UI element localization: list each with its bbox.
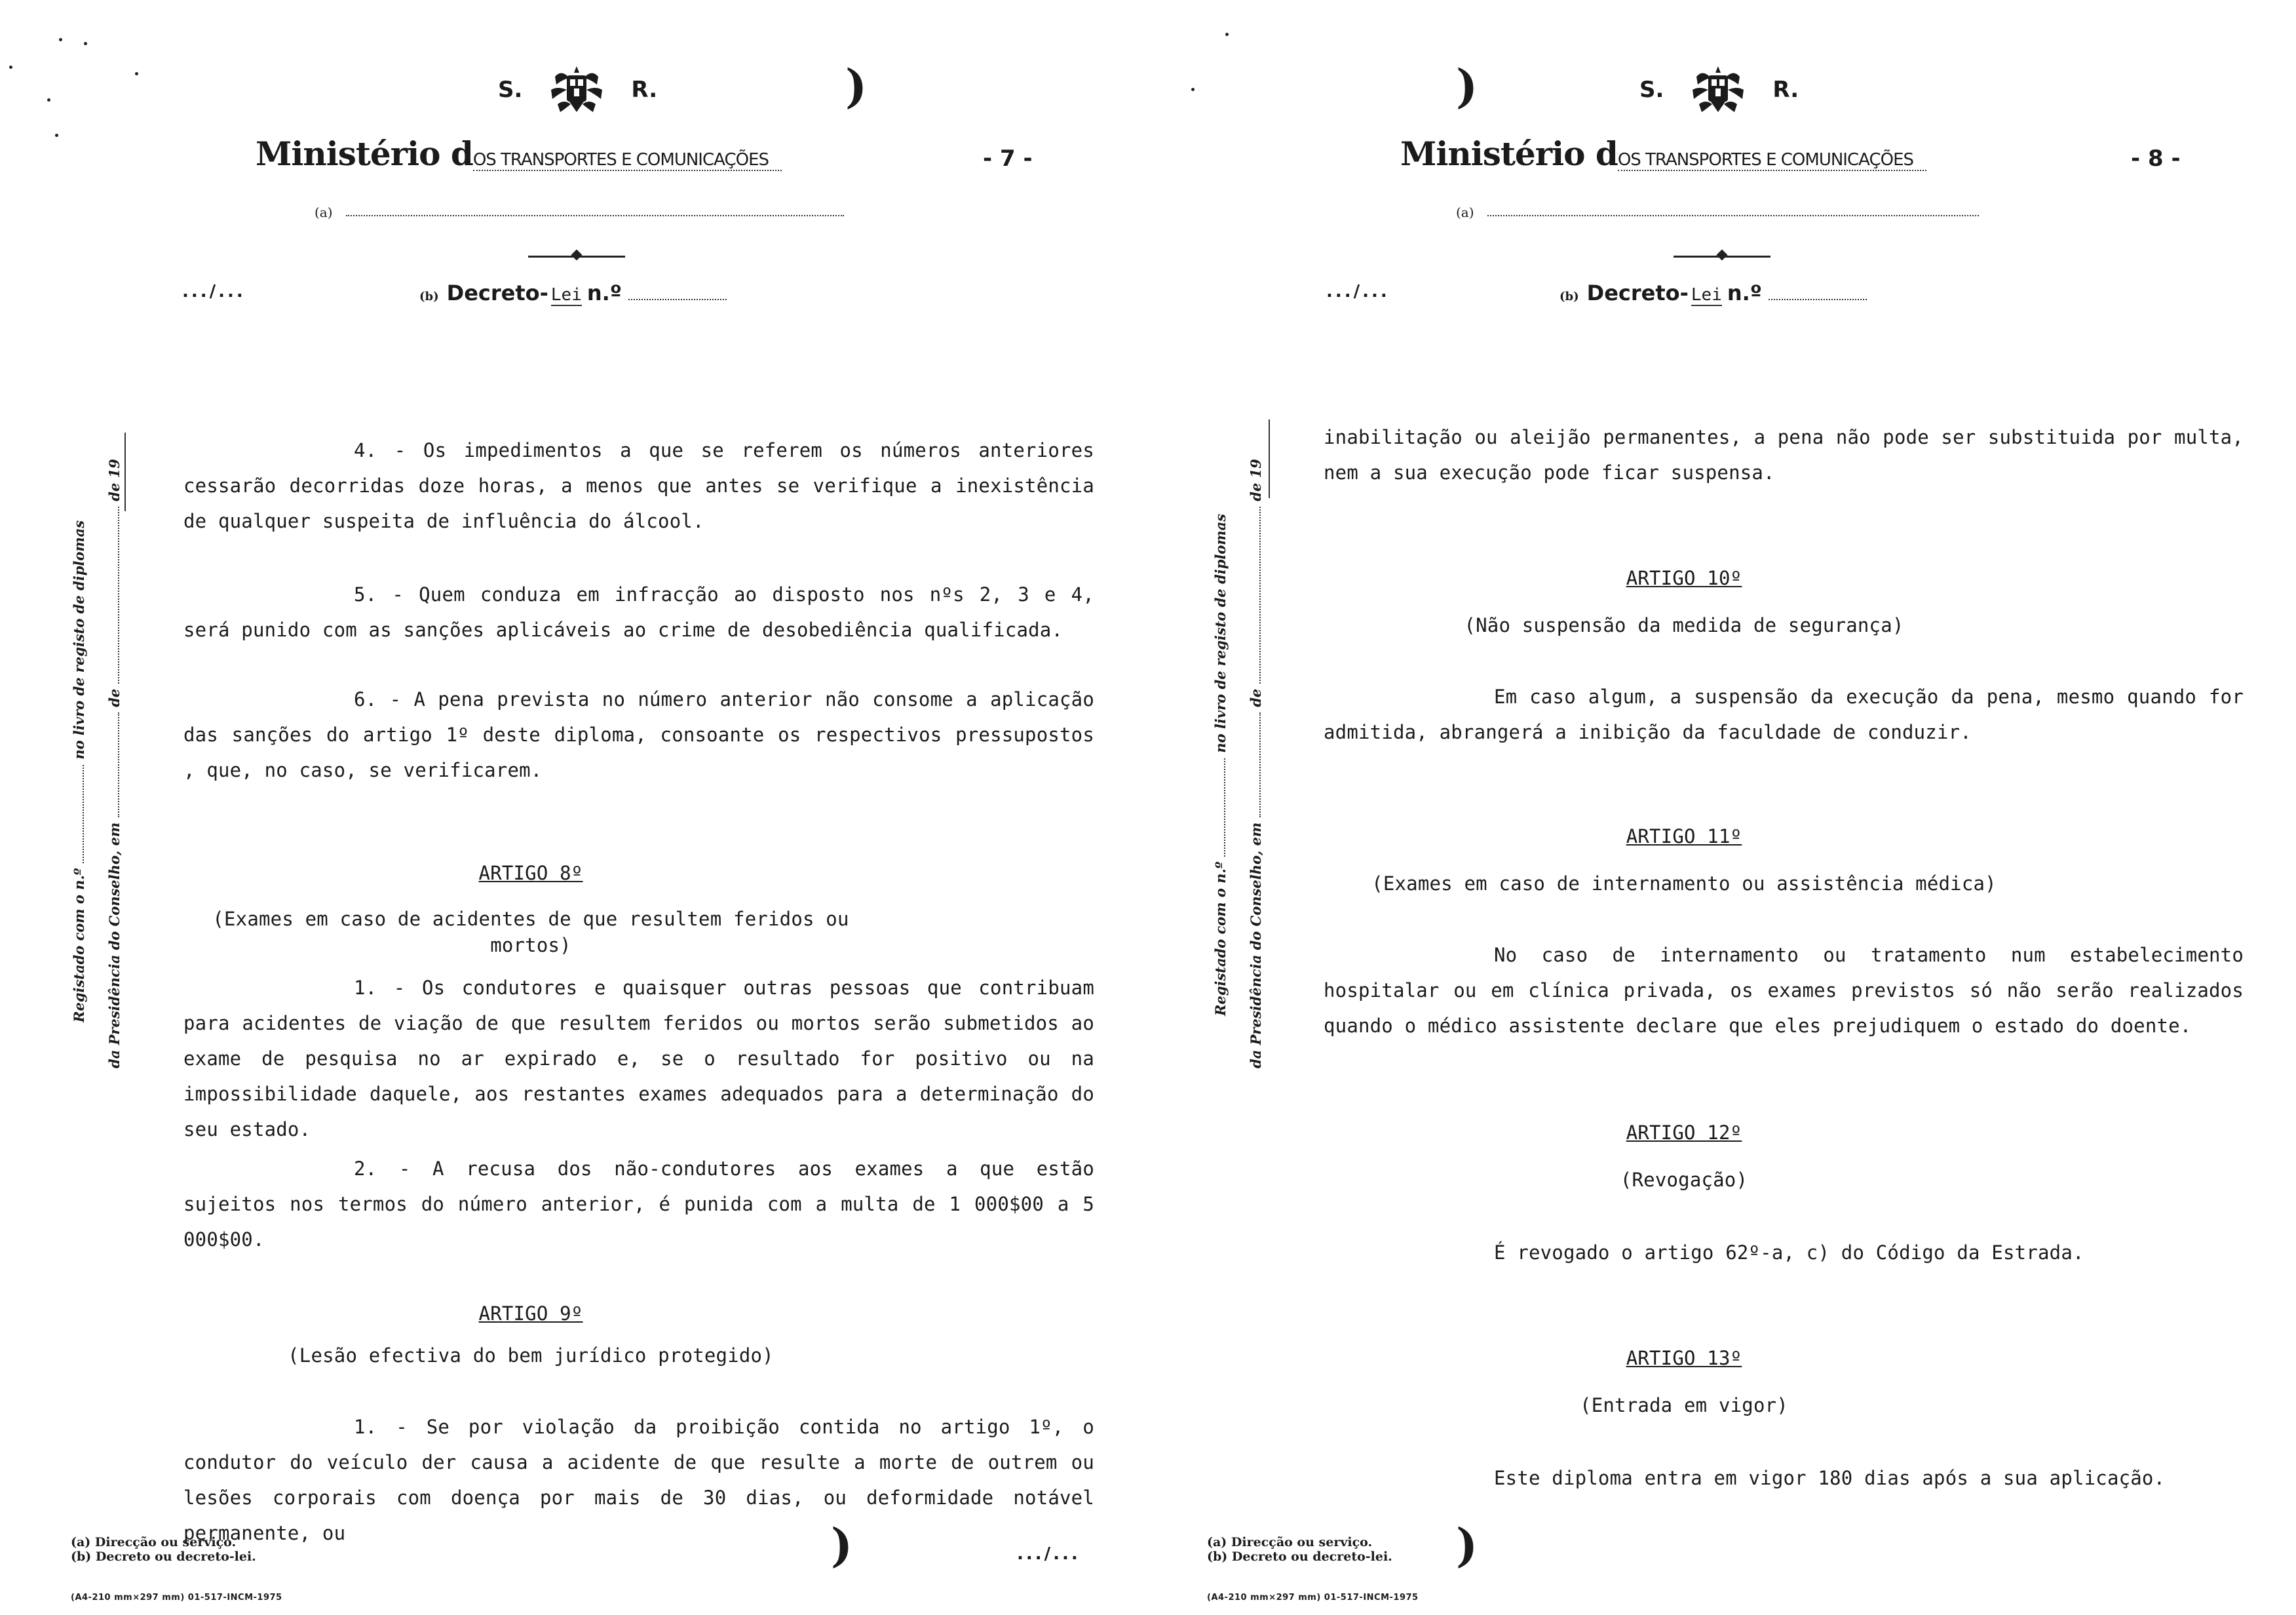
right-page xyxy=(1148,0,2296,1615)
coat-of-arms-icon xyxy=(1690,64,1746,116)
decreto-line xyxy=(1559,281,1867,306)
artigo-subtitle: (Revogação) xyxy=(1620,1169,1748,1191)
direccao-line xyxy=(315,204,844,220)
paragraph: 2. - A recusa dos não-condutores aos exames a que estão sujeitos nos termos do número anterior, é punida com a multa de 1 000$00 a 5 000$00. xyxy=(183,1158,1094,1251)
decreto-label: Decreto- xyxy=(446,281,548,305)
ministerio-subtitle: OS TRANSPORTES E COMUNICAÇÕES xyxy=(1618,150,1926,171)
artigo-8-heading xyxy=(183,860,878,958)
ministerio-title: Ministério d xyxy=(256,134,473,173)
artigo-title: ARTIGO 11º xyxy=(1626,825,1742,847)
punch-hole-mark-icon: ) xyxy=(845,59,868,113)
decreto-label: Decreto- xyxy=(1586,281,1689,305)
punch-hole-mark-icon: ) xyxy=(831,1518,853,1572)
artigo-subtitle: (Exames em caso de acidentes de que resultem feridos ou mortos) xyxy=(212,908,849,956)
emblem-letter-s: S. xyxy=(498,77,523,103)
paragraph: 5. - Quem conduza em infracção ao disposto nos nºs 2, 3 e 4, será punido com as sanções aplicáveis ao crime de desobediência qualificada. xyxy=(183,583,1094,641)
page-number: - 8 - xyxy=(2131,146,2181,172)
artigo-10-heading xyxy=(1324,565,2044,638)
punch-hole-mark-icon: ) xyxy=(1456,59,1478,113)
artigo-9-heading xyxy=(183,1300,878,1369)
ministerio-header xyxy=(256,134,782,173)
paragraph: É revogado o artigo 62º-a, c) do Código da Estrada. xyxy=(1494,1241,2084,1264)
footnotes: (a) Direcção ou serviço. (b) Decreto ou decreto-lei. xyxy=(1207,1535,1392,1564)
artigo-title: ARTIGO 13º xyxy=(1626,1347,1742,1369)
decreto-lei: Lei xyxy=(550,285,582,305)
margin-bar xyxy=(124,433,126,511)
paragraph: Este diploma entra em vigor 180 dias após a sua aplicação. xyxy=(1494,1467,2166,1489)
margin-registration-line2: da Presidência do Conselho, em de de 19 xyxy=(106,459,123,1068)
artigo-title: ARTIGO 12º xyxy=(1626,1121,1742,1144)
artigo-title: ARTIGO 9º xyxy=(478,1302,583,1325)
artigo-12-heading xyxy=(1324,1119,2044,1193)
paragraph: Em caso algum, a suspensão da execução da pena, mesmo quando for admitida, abrangerá a inibição da faculdade de conduzir. xyxy=(1324,686,2244,743)
decreto-number-label: n.º xyxy=(1727,281,1762,305)
artigo-subtitle: (Entrada em vigor) xyxy=(1580,1394,1788,1416)
decreto-number-blank xyxy=(628,299,727,300)
paragraph: No caso de internamento ou tratamento num estabelecimento hospitalar ou em clínica privada, os exames previstos só não serão realizados quando o médico assistente declare que eles prejudiquem o estado do doente. xyxy=(1324,944,2244,1037)
margin-registration-line1: Registado com o n.º no livro de registo de diplomas xyxy=(1212,513,1229,1016)
ministerio-title: Ministério d xyxy=(1400,134,1618,173)
form-code: (A4-210 mm×297 mm) 01-517-INCM-1975 xyxy=(71,1593,282,1603)
paragraph: 6. - A pena prevista no número anterior não consome a aplicação das sanções do artigo 1º deste diploma, consoante os respectivos pressupostos , que, no caso, se verificarem. xyxy=(183,688,1094,781)
ministerio-header xyxy=(1400,134,1926,173)
decreto-lei: Lei xyxy=(1691,285,1722,305)
paragraph: 1. - Se por violação da proibição contida no artigo 1º, o condutor do veículo der causa a acidente de que resulte a morte de outrem ou lesões corporais com doença por mais de 30 dias, ou deformidade notável permanente, ou xyxy=(183,1416,1094,1544)
a-label: (a) xyxy=(315,204,333,220)
margin-registration-line2: da Presidência do Conselho, em de de 19 xyxy=(1248,459,1264,1068)
page-number: - 7 - xyxy=(983,146,1033,172)
republic-emblem-header xyxy=(498,60,657,119)
form-code: (A4-210 mm×297 mm) 01-517-INCM-1975 xyxy=(1207,1593,1419,1603)
emblem-letter-s: S. xyxy=(1639,77,1664,103)
margin-bar xyxy=(1269,419,1270,498)
paragraph: 1. - Os condutores e quaisquer outras pessoas que contribuam para acidentes de viação de que resultem feridos ou mortos serão submetidos ao exame de pesquisa no ar expirado e, se o resultado for positivo ou na impossibilidade daquele, aos restantes exames adequados para a determinação do seu estado. xyxy=(183,977,1094,1140)
margin-registration-line1: Registado com o n.º no livro de registo de diplomas xyxy=(71,520,87,1022)
continuation-mark-bottom: .../... xyxy=(1017,1544,1081,1564)
ministerio-subtitle: OS TRANSPORTES E COMUNICAÇÕES xyxy=(473,150,782,171)
punch-hole-mark-icon: ) xyxy=(1456,1518,1478,1572)
decreto-line xyxy=(419,281,727,306)
a-label: (a) xyxy=(1456,204,1474,220)
decreto-number-blank xyxy=(1769,299,1867,300)
artigo-title: ARTIGO 10º xyxy=(1626,567,1742,589)
header-divider xyxy=(1674,256,1770,258)
artigo-subtitle: (Exames em caso de internamento ou assistência médica) xyxy=(1371,872,1997,895)
artigo-subtitle: (Não suspensão da medida de segurança) xyxy=(1464,614,1904,636)
paragraph: 4. - Os impedimentos a que se referem os números anteriores cessarão decorridas doze horas, a menos que antes se verifique a inexistência de qualquer suspeita de influência do álcool. xyxy=(183,439,1094,532)
artigo-title: ARTIGO 8º xyxy=(478,862,583,884)
direccao-blank xyxy=(346,214,844,216)
footnotes: (a) Direcção ou serviço. (b) Decreto ou decreto-lei. xyxy=(71,1535,256,1564)
artigo-subtitle: (Lesão efectiva do bem jurídico protegido) xyxy=(288,1344,774,1367)
emblem-letter-r: R. xyxy=(631,77,658,103)
artigo-13-heading xyxy=(1324,1345,2044,1418)
decreto-sup: (b) xyxy=(1559,290,1579,303)
emblem-letter-r: R. xyxy=(1772,77,1799,103)
republic-emblem-header xyxy=(1639,60,1799,119)
direccao-blank xyxy=(1487,214,1979,216)
direccao-line xyxy=(1456,204,1979,220)
paragraph: inabilitação ou aleijão permanentes, a pena não pode ser substituida por multa, nem a sua execução pode ficar suspensa. xyxy=(1324,426,2244,484)
decreto-number-label: n.º xyxy=(586,281,622,305)
decreto-sup: (b) xyxy=(419,290,439,303)
coat-of-arms-icon xyxy=(548,64,605,116)
continuation-mark-top: .../... xyxy=(1326,282,1390,302)
artigo-11-heading xyxy=(1324,823,2044,897)
continuation-mark-top: .../... xyxy=(182,282,246,302)
header-divider xyxy=(528,256,625,258)
